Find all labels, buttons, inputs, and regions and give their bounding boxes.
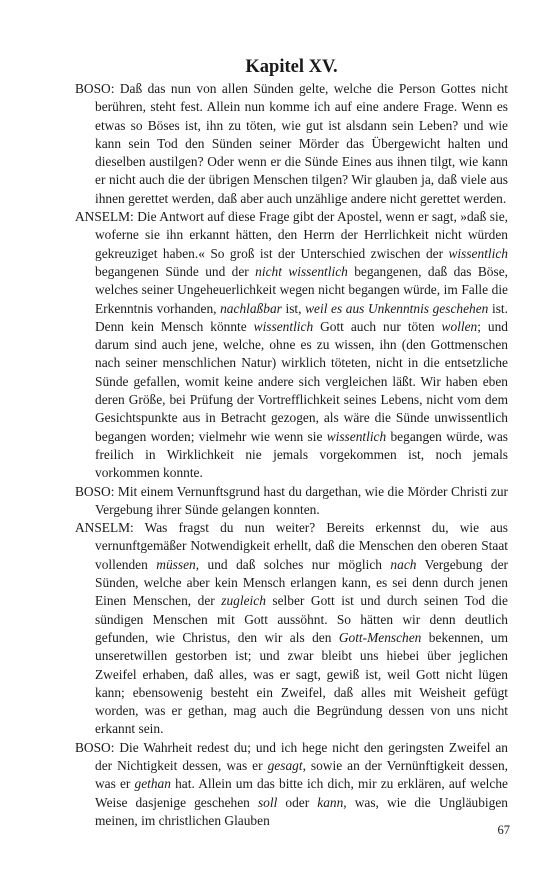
italic-text-run: müssen	[156, 556, 196, 572]
text-run: selber Gott ist und durch seinen Tod die sündigen Menschen mit Gott aussöhnt. So hätten wir denn deutlich gefunden, wie Christus, den wir als den	[95, 593, 508, 645]
italic-text-run: zugleich	[221, 593, 266, 609]
text-run: BOSO: Daß das nun von allen Sünden gelte, welche die Person Gottes nicht berühren, steht fest. Allein nun komme ich auf eine andere Frage. Wenn es etwas so Böses ist, ihn zu töten, wie gut ist alsdann sein Leben? und wie kann sein Tod den Sünden seiner Mörder das Übergewicht halten und dieselben austilgen? Oder wenn er die Sünde Eines aus ihnen tilgt, wie kann er nicht auch die der übrigen Menschen tilgen? Wir glauben ja, daß viele aus ihnen gerettet werden, daß aber auch unzählige andere nicht gerettet werden.	[75, 81, 508, 206]
italic-text-run: wissentlich	[253, 318, 314, 334]
italic-text-run: weil es aus Unkenntnis geschehen	[305, 300, 489, 316]
text-run: , was, wie die Ungläubigen meinen, im christlichen Glauben	[95, 794, 508, 828]
italic-text-run: wissentlich	[448, 245, 508, 261]
text-run: ist,	[281, 300, 306, 316]
text-run: ; und darum sind auch jene, welche, ohne es zu wissen, ihn (den Gottmenschen nach seiner menschlichen Natur) wirklich töteten, nicht in die entsetzliche Sünde gefallen, womit keine andere sich vergleichen läßt. Wir haben eben deren Größe, bei Prüfung der Vortrefflichkeit seines Lebens, nicht vom dem Gesichtspunkte aus in Betracht gezogen, als wäre die Sünde unwissentlich begangen worden; vielmehr wie wenn sie	[95, 318, 509, 444]
paragraph	[75, 80, 508, 208]
paragraph	[75, 519, 508, 739]
italic-text-run: kann	[317, 794, 344, 810]
text-run: bekennen, um unseretwillen gestorben ist; und zwar bleibt uns hiebei über jeglichen Zweifel erhaben, daß alles, was er sagt, gewiß ist, weil Gott nicht lügen kann; ebensowenig besteht ein Zweifel, daß alles mit Weisheit gefügt worden, was er gethan, mag auch die Begründung dessen von uns nicht erkannt sein.	[95, 629, 508, 737]
italic-text-run: nicht wissentlich	[255, 263, 348, 279]
italic-text-run: nachlaßbar	[220, 300, 282, 316]
text-run: begangenen, daß das Böse, welches seiner Ungeheuerlichkeit wegen nicht begangen würde, im Falle die Erkenntnis vorhanden,	[95, 263, 509, 316]
text-run: Vergebung der Sünden, welche aber kein Mensch erlangen kann, es sei denn durch jenen Einen Menschen, der	[95, 556, 508, 609]
italic-text-run: Gott-Menschen	[338, 629, 422, 645]
italic-text-run: soll	[257, 794, 278, 810]
text-run: ANSELM: Die Antwort auf diese Frage gibt der Apostel, wenn er sagt, »daß sie, woferne sie ihn erkannt hätten, den Herrn der Herrlichkeit nicht würden gekreuziget haben.« So groß ist der Unterschied zwischen der	[75, 209, 508, 261]
text-run: ist. Denn kein Mensch könnte	[95, 300, 508, 334]
text-run: ANSELM: Was fragst du nun weiter? Bereits erkennst du, wie aus vernunftgemäßer Notwendigkeit erhellt, daß die Menschen den oberen Staat vollenden	[75, 520, 508, 572]
italic-text-run: gethan	[134, 776, 171, 792]
chapter-title: Kapitel XV.	[245, 57, 338, 77]
italic-text-run: gesagt	[267, 757, 303, 773]
text-run: begangenen Sünde und der	[95, 263, 256, 279]
text-run: , und daß solches nur möglich	[195, 556, 391, 572]
italic-text-run: nach	[390, 556, 417, 572]
paragraph	[75, 739, 508, 830]
text-run: BOSO: Die Wahrheit redest du; und ich hege nicht den geringsten Zweifel an der Nichtigkeit dessen, was er	[75, 739, 508, 773]
text-run: hat. Allein um das bitte ich dich, mir zu erklären, auf welche Weise dasjenige geschehen	[95, 776, 508, 810]
italic-text-run: wollen	[441, 318, 478, 334]
text-run: begangen würde, was freilich in Wirklichkeit nie jemals vorgekommen ist, noch jemals vorkommen konnte.	[95, 428, 508, 481]
italic-text-run: wissentlich	[326, 428, 387, 444]
page-number: 67	[497, 823, 510, 837]
body-text	[75, 80, 508, 830]
text-run: Gott auch nur töten	[313, 318, 442, 334]
paragraph	[75, 208, 508, 482]
book-page	[75, 0, 508, 880]
text-run: oder	[277, 794, 318, 810]
paragraph	[75, 483, 508, 520]
text-run: BOSO: Mit einem Vernunftsgrund hast du dargethan, wie die Mörder Christi zur Vergebung ihrer Sünde gelangen konnten.	[75, 483, 508, 517]
text-run: , sowie an der Vernünftigkeit dessen, was er	[95, 757, 509, 792]
